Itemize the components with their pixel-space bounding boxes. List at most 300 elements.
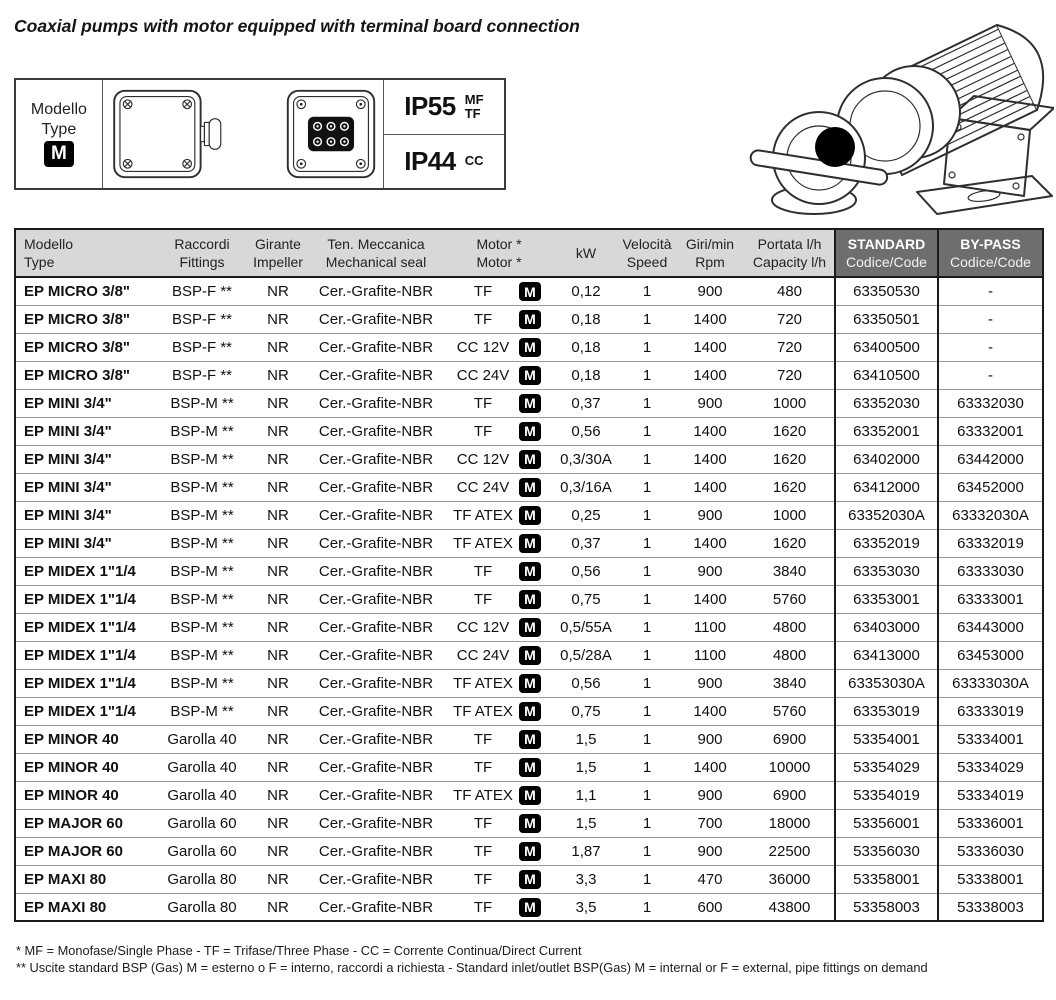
cell-fittings: Garolla 40 (155, 781, 249, 809)
cell-capacity: 6900 (745, 781, 835, 809)
motor-type: TF ATEX (453, 786, 513, 804)
cell-fittings: Garolla 40 (155, 725, 249, 753)
table-body (15, 277, 1043, 921)
table-row (15, 893, 1043, 921)
cell-rpm: 470 (675, 865, 745, 893)
cell-motor (445, 333, 553, 361)
cell-speed: 1 (619, 697, 675, 725)
cell-seal: Cer.-Grafite-NBR (307, 473, 445, 501)
cell-capacity: 4800 (745, 613, 835, 641)
cell-motor (445, 753, 553, 781)
cell-capacity: 1620 (745, 445, 835, 473)
table-row (15, 809, 1043, 837)
cell-standard-code: 63353001 (835, 585, 938, 613)
footnote-2: ** Uscite standard BSP (Gas) M = esterno o F = interno, raccordi a richiesta - Standard inlet/outlet BSP(Gas) M = internal or F = external, pipe fittings on demand (16, 960, 928, 976)
cell-rpm: 1400 (675, 753, 745, 781)
cell-rpm: 1100 (675, 613, 745, 641)
table-row (15, 697, 1043, 725)
cell-impeller: NR (249, 501, 307, 529)
table-row (15, 865, 1043, 893)
cell-impeller: NR (249, 333, 307, 361)
cell-kw: 0,5/55A (553, 613, 619, 641)
cell-speed: 1 (619, 641, 675, 669)
cell-bypass-code: - (938, 361, 1043, 389)
cell-seal: Cer.-Grafite-NBR (307, 669, 445, 697)
cell-rpm: 1400 (675, 305, 745, 333)
cell-kw: 0,56 (553, 669, 619, 697)
motor-type: TF (473, 310, 493, 328)
cell-model: EP MINOR 40 (15, 725, 155, 753)
cell-speed: 1 (619, 361, 675, 389)
motor-type: TF (473, 758, 493, 776)
cell-model: EP MICRO 3/8" (15, 333, 155, 361)
motor-type: TF (473, 814, 493, 832)
cell-model: EP MINOR 40 (15, 781, 155, 809)
cell-kw: 0,56 (553, 557, 619, 585)
cell-kw: 0,3/16A (553, 473, 619, 501)
cell-kw: 0,18 (553, 305, 619, 333)
cell-speed: 1 (619, 333, 675, 361)
cell-motor (445, 865, 553, 893)
motor-type: CC 12V (456, 450, 510, 468)
pump-isometric-drawing (722, 0, 1054, 226)
cell-impeller: NR (249, 669, 307, 697)
motor-type: TF ATEX (453, 674, 513, 692)
cell-bypass-code: 53336001 (938, 809, 1043, 837)
ip55-code: IP55 (404, 91, 456, 122)
cell-standard-code: 63350501 (835, 305, 938, 333)
cell-speed: 1 (619, 501, 675, 529)
cell-capacity: 1620 (745, 529, 835, 557)
cell-motor (445, 445, 553, 473)
table-row (15, 641, 1043, 669)
cell-standard-code: 53358001 (835, 865, 938, 893)
table-row (15, 501, 1043, 529)
cell-seal: Cer.-Grafite-NBR (307, 501, 445, 529)
cell-standard-code: 63353030 (835, 557, 938, 585)
header-impeller: Girante Impeller (249, 229, 307, 277)
cell-standard-code: 63352019 (835, 529, 938, 557)
cell-seal: Cer.-Grafite-NBR (307, 809, 445, 837)
cell-kw: 3,3 (553, 865, 619, 893)
cell-rpm: 1400 (675, 333, 745, 361)
cell-impeller: NR (249, 277, 307, 305)
cell-motor (445, 529, 553, 557)
cell-standard-code: 53354029 (835, 753, 938, 781)
cell-bypass-code: 53334001 (938, 725, 1043, 753)
cell-motor (445, 725, 553, 753)
cell-motor (445, 669, 553, 697)
ip55-row (384, 80, 504, 135)
table-row (15, 613, 1043, 641)
cell-impeller: NR (249, 641, 307, 669)
cell-impeller: NR (249, 361, 307, 389)
cell-motor (445, 361, 553, 389)
cell-fittings: BSP-M ** (155, 473, 249, 501)
cell-standard-code: 63403000 (835, 613, 938, 641)
cell-fittings: BSP-M ** (155, 529, 249, 557)
cell-model: EP MINI 3/4" (15, 473, 155, 501)
cell-motor (445, 837, 553, 865)
cell-motor (445, 585, 553, 613)
cell-kw: 3,5 (553, 893, 619, 921)
model-label-it: Modello (30, 100, 87, 118)
motor-type: TF ATEX (453, 506, 513, 524)
cell-bypass-code: 63332030 (938, 389, 1043, 417)
cell-standard-code: 53354001 (835, 725, 938, 753)
type-m-badge: M (519, 394, 541, 413)
cell-speed: 1 (619, 613, 675, 641)
motor-type: CC 12V (456, 338, 510, 356)
cell-fittings: BSP-M ** (155, 445, 249, 473)
cell-fittings: BSP-M ** (155, 697, 249, 725)
cell-bypass-code: - (938, 333, 1043, 361)
cell-capacity: 480 (745, 277, 835, 305)
cell-speed: 1 (619, 557, 675, 585)
cell-capacity: 3840 (745, 557, 835, 585)
cell-kw: 0,5/28A (553, 641, 619, 669)
cell-standard-code: 63400500 (835, 333, 938, 361)
cell-speed: 1 (619, 389, 675, 417)
cell-seal: Cer.-Grafite-NBR (307, 445, 445, 473)
type-m-badge: M (519, 282, 541, 301)
cell-bypass-code: 63443000 (938, 613, 1043, 641)
cell-kw: 0,25 (553, 501, 619, 529)
type-m-badge: M (519, 590, 541, 609)
cell-kw: 0,75 (553, 697, 619, 725)
header-standard-code: STANDARD Codice/Code (835, 229, 938, 277)
cell-speed: 1 (619, 837, 675, 865)
model-type-legend-box (14, 78, 506, 190)
header-rpm: Giri/min Rpm (675, 229, 745, 277)
cell-fittings: BSP-M ** (155, 417, 249, 445)
type-m-badge: M (519, 898, 541, 917)
cell-rpm: 900 (675, 725, 745, 753)
header-seal: Ten. Meccanica Mechanical seal (307, 229, 445, 277)
motor-type: TF ATEX (453, 702, 513, 720)
cell-bypass-code: 63452000 (938, 473, 1043, 501)
cell-motor (445, 473, 553, 501)
cell-rpm: 900 (675, 669, 745, 697)
cell-standard-code: 63402000 (835, 445, 938, 473)
table-row (15, 529, 1043, 557)
cell-rpm: 1400 (675, 585, 745, 613)
cell-seal: Cer.-Grafite-NBR (307, 277, 445, 305)
cell-rpm: 900 (675, 501, 745, 529)
cell-kw: 0,56 (553, 417, 619, 445)
ip44-row (384, 135, 504, 189)
cell-fittings: BSP-M ** (155, 613, 249, 641)
cell-speed: 1 (619, 277, 675, 305)
cell-model: EP MICRO 3/8" (15, 305, 155, 333)
type-m-badge: M (519, 534, 541, 553)
cell-model: EP MICRO 3/8" (15, 277, 155, 305)
cell-fittings: BSP-F ** (155, 305, 249, 333)
cell-speed: 1 (619, 445, 675, 473)
type-m-badge: M (519, 674, 541, 693)
cell-motor (445, 277, 553, 305)
cell-rpm: 700 (675, 809, 745, 837)
cell-fittings: BSP-M ** (155, 389, 249, 417)
table-row (15, 417, 1043, 445)
cell-seal: Cer.-Grafite-NBR (307, 305, 445, 333)
cell-motor (445, 613, 553, 641)
table-row (15, 305, 1043, 333)
cell-fittings: BSP-M ** (155, 641, 249, 669)
cell-standard-code: 63353019 (835, 697, 938, 725)
cell-seal: Cer.-Grafite-NBR (307, 333, 445, 361)
motor-type: TF (473, 842, 493, 860)
cell-model: EP MIDEX 1"1/4 (15, 641, 155, 669)
type-m-badge: M (519, 618, 541, 637)
cell-impeller: NR (249, 837, 307, 865)
cell-bypass-code: 53338003 (938, 893, 1043, 921)
type-m-badge: M (519, 450, 541, 469)
cell-bypass-code: - (938, 305, 1043, 333)
cell-seal: Cer.-Grafite-NBR (307, 837, 445, 865)
cell-capacity: 18000 (745, 809, 835, 837)
cell-motor (445, 893, 553, 921)
cell-capacity: 1000 (745, 501, 835, 529)
motor-type: TF (473, 422, 493, 440)
cell-impeller: NR (249, 725, 307, 753)
cell-standard-code: 63350530 (835, 277, 938, 305)
cell-impeller: NR (249, 865, 307, 893)
type-m-badge: M (519, 814, 541, 833)
cell-standard-code: 63353030A (835, 669, 938, 697)
closed-terminal-box-drawing (103, 86, 231, 182)
motor-type: TF (473, 590, 493, 608)
cell-impeller: NR (249, 697, 307, 725)
cell-seal: Cer.-Grafite-NBR (307, 585, 445, 613)
cell-impeller: NR (249, 529, 307, 557)
cell-model: EP MIDEX 1"1/4 (15, 585, 155, 613)
table-row (15, 557, 1043, 585)
cell-kw: 1,5 (553, 725, 619, 753)
cell-seal: Cer.-Grafite-NBR (307, 725, 445, 753)
table-row (15, 781, 1043, 809)
cell-standard-code: 63413000 (835, 641, 938, 669)
cell-motor (445, 641, 553, 669)
cell-seal: Cer.-Grafite-NBR (307, 865, 445, 893)
table-row (15, 669, 1043, 697)
cell-bypass-code: 63333019 (938, 697, 1043, 725)
cell-motor (445, 417, 553, 445)
cell-model: EP MINI 3/4" (15, 417, 155, 445)
cell-kw: 0,37 (553, 529, 619, 557)
cell-capacity: 36000 (745, 865, 835, 893)
motor-type: CC 24V (456, 646, 510, 664)
table-row (15, 725, 1043, 753)
pump-inlet-port (815, 127, 855, 167)
type-m-badge: M (519, 478, 541, 497)
type-m-badge: M (519, 842, 541, 861)
cell-kw: 0,18 (553, 361, 619, 389)
cell-model: EP MIDEX 1"1/4 (15, 557, 155, 585)
header-speed: Velocità Speed (619, 229, 675, 277)
cell-speed: 1 (619, 585, 675, 613)
cell-impeller: NR (249, 585, 307, 613)
motor-type: TF (473, 283, 493, 301)
cell-model: EP MINI 3/4" (15, 445, 155, 473)
cell-standard-code: 53358003 (835, 893, 938, 921)
header-model: Modello Type (15, 229, 155, 277)
cell-fittings: Garolla 60 (155, 837, 249, 865)
cell-rpm: 900 (675, 389, 745, 417)
cell-kw: 1,5 (553, 809, 619, 837)
cell-speed: 1 (619, 669, 675, 697)
cell-model: EP MINI 3/4" (15, 529, 155, 557)
cell-speed: 1 (619, 725, 675, 753)
cell-rpm: 900 (675, 557, 745, 585)
cell-impeller: NR (249, 557, 307, 585)
cell-motor (445, 697, 553, 725)
cell-fittings: Garolla 80 (155, 893, 249, 921)
type-m-badge: M (519, 562, 541, 581)
cell-bypass-code: 53338001 (938, 865, 1043, 893)
model-type-cell (16, 80, 103, 188)
cell-bypass-code: 63333030 (938, 557, 1043, 585)
ip44-code: IP44 (404, 145, 456, 176)
cell-kw: 1,1 (553, 781, 619, 809)
header-kw: kW (553, 229, 619, 277)
motor-type: TF ATEX (453, 534, 513, 552)
cell-motor (445, 305, 553, 333)
cell-impeller: NR (249, 305, 307, 333)
cell-impeller: NR (249, 417, 307, 445)
cell-speed: 1 (619, 753, 675, 781)
cell-rpm: 1400 (675, 697, 745, 725)
cell-model: EP MINI 3/4" (15, 389, 155, 417)
terminal-box-drawings (103, 80, 384, 188)
cell-seal: Cer.-Grafite-NBR (307, 753, 445, 781)
cell-speed: 1 (619, 893, 675, 921)
cell-capacity: 1620 (745, 473, 835, 501)
cell-speed: 1 (619, 417, 675, 445)
cell-bypass-code: 53336030 (938, 837, 1043, 865)
cell-model: EP MICRO 3/8" (15, 361, 155, 389)
table-row (15, 333, 1043, 361)
cell-fittings: BSP-M ** (155, 501, 249, 529)
cell-speed: 1 (619, 781, 675, 809)
ip-rating-cell (384, 80, 504, 188)
cell-impeller: NR (249, 753, 307, 781)
cell-standard-code: 53354019 (835, 781, 938, 809)
cell-fittings: Garolla 80 (155, 865, 249, 893)
cell-bypass-code: 63332001 (938, 417, 1043, 445)
cell-standard-code: 63412000 (835, 473, 938, 501)
cell-fittings: BSP-F ** (155, 361, 249, 389)
header-fittings: Raccordi Fittings (155, 229, 249, 277)
type-m-badge: M (519, 646, 541, 665)
cell-capacity: 720 (745, 305, 835, 333)
cell-impeller: NR (249, 613, 307, 641)
table-row (15, 445, 1043, 473)
cell-capacity: 43800 (745, 893, 835, 921)
motor-type: TF (473, 870, 493, 888)
cell-capacity: 5760 (745, 697, 835, 725)
cell-standard-code: 63352030A (835, 501, 938, 529)
cell-speed: 1 (619, 529, 675, 557)
cell-capacity: 1000 (745, 389, 835, 417)
cell-kw: 1,87 (553, 837, 619, 865)
cell-model: EP MAJOR 60 (15, 837, 155, 865)
type-m-badge: M (44, 141, 74, 167)
cell-rpm: 1400 (675, 417, 745, 445)
cell-bypass-code: 63453000 (938, 641, 1043, 669)
cell-bypass-code: 53334029 (938, 753, 1043, 781)
cell-kw: 0,18 (553, 333, 619, 361)
cell-seal: Cer.-Grafite-NBR (307, 417, 445, 445)
cell-rpm: 1400 (675, 529, 745, 557)
cell-capacity: 10000 (745, 753, 835, 781)
cell-bypass-code: 63442000 (938, 445, 1043, 473)
cell-bypass-code: 53334019 (938, 781, 1043, 809)
cell-speed: 1 (619, 473, 675, 501)
type-m-badge: M (519, 786, 541, 805)
type-m-badge: M (519, 310, 541, 329)
cell-seal: Cer.-Grafite-NBR (307, 557, 445, 585)
type-m-badge: M (519, 730, 541, 749)
cell-rpm: 600 (675, 893, 745, 921)
cell-fittings: BSP-M ** (155, 557, 249, 585)
model-label-en: Type (41, 121, 77, 138)
cell-impeller: NR (249, 445, 307, 473)
table-row (15, 753, 1043, 781)
type-m-badge: M (519, 366, 541, 385)
type-m-badge: M (519, 338, 541, 357)
cell-seal: Cer.-Grafite-NBR (307, 697, 445, 725)
pump-base (917, 176, 1052, 214)
cell-motor (445, 501, 553, 529)
cell-standard-code: 53356001 (835, 809, 938, 837)
type-m-badge: M (519, 758, 541, 777)
cell-rpm: 1400 (675, 445, 745, 473)
motor-type: TF (473, 898, 493, 916)
ip55-motor-tf: TF (464, 105, 481, 121)
cell-rpm: 1100 (675, 641, 745, 669)
type-m-badge: M (519, 506, 541, 525)
ip44-motor-cc: CC (464, 153, 484, 169)
cell-capacity: 3840 (745, 669, 835, 697)
cell-kw: 0,37 (553, 389, 619, 417)
motor-type: CC 24V (456, 478, 510, 496)
cell-impeller: NR (249, 893, 307, 921)
cell-seal: Cer.-Grafite-NBR (307, 641, 445, 669)
cell-rpm: 900 (675, 781, 745, 809)
header-motor: Motor * Motor * (445, 229, 553, 277)
cell-bypass-code: 63333030A (938, 669, 1043, 697)
cell-model: EP MIDEX 1"1/4 (15, 669, 155, 697)
page-title: Coaxial pumps with motor equipped with terminal board connection (14, 16, 580, 36)
header-bypass-code: BY-PASS Codice/Code (938, 229, 1043, 277)
table-row (15, 361, 1043, 389)
cell-capacity: 720 (745, 333, 835, 361)
cell-bypass-code: 63332019 (938, 529, 1043, 557)
motor-type: CC 12V (456, 618, 510, 636)
cell-impeller: NR (249, 781, 307, 809)
cell-model: EP MAXI 80 (15, 893, 155, 921)
cell-rpm: 900 (675, 277, 745, 305)
table-row (15, 585, 1043, 613)
cell-kw: 0,3/30A (553, 445, 619, 473)
footnote-1: * MF = Monofase/Single Phase - TF = Trifase/Three Phase - CC = Corrente Continua/Direct Current (16, 943, 582, 958)
cell-bypass-code: 63333001 (938, 585, 1043, 613)
cell-seal: Cer.-Grafite-NBR (307, 781, 445, 809)
cell-rpm: 1400 (675, 473, 745, 501)
cell-motor (445, 557, 553, 585)
table-header-row (15, 229, 1043, 277)
